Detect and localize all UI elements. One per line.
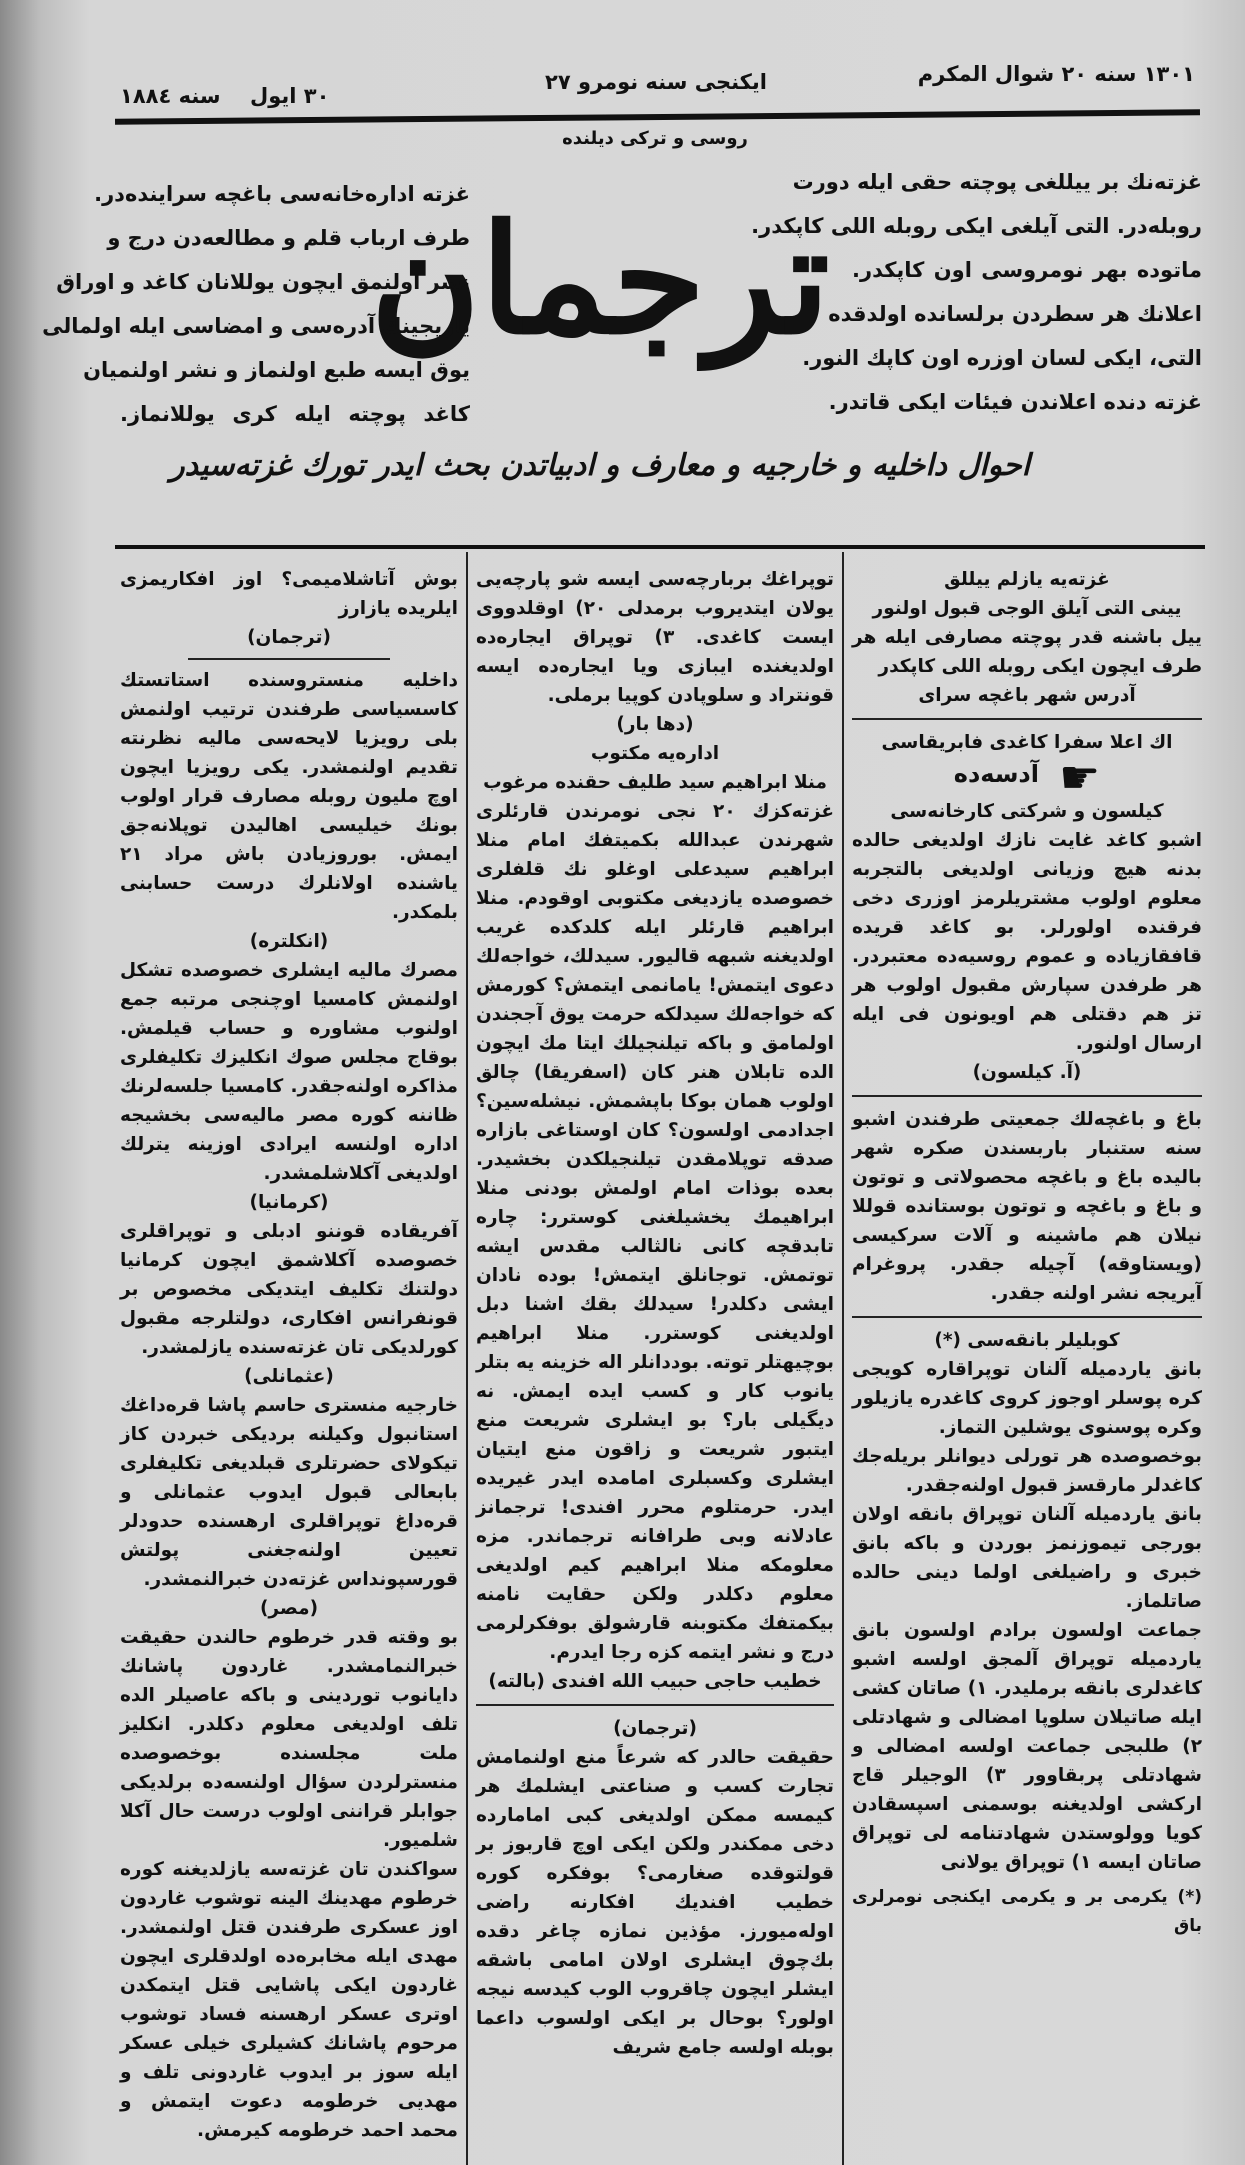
text-line: التى، ايكى لسان اوزره اون كاپك النور. [802,346,1202,370]
section-heading: (ترجمان) [247,627,331,648]
bank-paragraph: بانق ياردميله آلنان توپراق بانقه اولان بورجى تيموزنمز بوردن و باكه بانق خبرى و راضيلغى اولما دينى حالده صاتلماز. [852,1504,1202,1612]
bank-title: كوبليلر بانقه‌سى (*) [934,1330,1120,1351]
section-heading: (انكلتره) [249,931,329,952]
footnote-text: (*) يكرمى بر و يكرمى ايكنجى نومرلرى باق [852,1887,1202,1936]
subscription-info [751,160,1202,424]
bank-paragraph: جماعت اولسون برادم اولسون بانق ياردميله توپراق آلمجق اولسه اشبو كاغدلرى بانقه برمليدر. ١) صاتان كشى ايله صاتيلان سلوپا امضالى و شهادتلى ٢) طلبجى جماعت اولسه امضالى و شهادتلى پربقاوور ٣) الوجيلر قاج اركشى اولديغنه بوسمنى اسپسقادن كويا وولوستدن شهادتنامه لى توپراق صاتان ايسه ١) توپراق يولانى [852,1620,1202,1873]
divider [188,658,391,660]
header-rule [115,109,1200,124]
divider [852,718,1202,720]
text-line: غزته دنده اعلاندن فيئات ايكى قاتدر. [828,390,1202,414]
text-line: غزته‌نك بر ييللغى پوچته حقى ايله دورت [792,170,1202,194]
address-line: آدرس شهر باغچه سراى [918,685,1136,706]
pointing-hand-icon: ☛ [1058,750,1101,804]
article-paragraph: مصرك ماليه ايشلرى خصوصده تشكل اولنمش كامسيا اوچنجى مرتبه جمع اولنوب مشاوره و حساب قيلمش. بوقاج مجلس صوك انكليزك تكليفلرى مذاكره اولنه‌جقدر. كامسيا جلسه‌لرنك ظاننه كوره مصر ماليه‌سى بخشيجه اداره اولنسه ايرادى اوزينه يتر‌لك اولديغى آكلاشلمشدر. [120,960,458,1184]
editor-title: (ترجمان) [613,1718,697,1739]
article-paragraph: سواكندن تان غزته‌سه يازلديغنه كوره خرطوم مهدينك الينه توشوب غاردون اوز عسكرى طرفندن قتل اولنمشدر. مهدى ايله مخابره‌ده اولدقلرى ايچون غاردون ايكى پاشايى قتل ايتمكدن اوترى عسكر ارهسنه فساد توشوب مرحوم پاشانك كشيلرى خيلى عسكر ايله سوز بر ايدوب غاردونى تلف و مهديى خرطومه دعوت ايتمش و محمد احمد خرطومه كيرمش. [120,1859,458,2141]
continued-note: (دها بار) [616,714,694,735]
divider [476,1704,834,1706]
letter-body: غزته‌كزك ٢٠ نجى نومرندن قارئلرى شهرندن عبدالله بكميتفك امام منلا ابراهيم سيدعلى اوغلو نك قلفلرى خصوصده يازديغى مكتوبى اوقودم. منلا ابراهيم قارئلر ايله كلدكده غريب اولديغنه شبهه قاليور. سيدلك، خواجه‌لك دعوى ايتمش! يامانمى ايتمش؟ كورمش كه خواجه‌لك سيدلكه حرمت يوق آججندن اولمامق و باكه تيلنجيلك ايتا مك ايچون الده تابلان هنر كان (اسفريقا) چالق اولوب همان بوكا باپشمش. نيشله‌سين؟ اجدادمى اولسون؟ كان اوستاغى بازاره صدقه توپلامقدن تيلنجيلكدن بخشيدر. بعده بوذات امام اولمش بودنى منلا ابراهيمك يخشيلغنى كوسترر: چاره تابدقچه كانى نالثالب مقدس ايشه توتمش. توجانلق ايتمش! بوده نادان ايشى دكلدر! سيدلك بقك اشنا دبل اولديغنى كوسترر. منلا ابراهيم بوچيهتلر توته. بوددانلر اله خزينه يه بتلر يانوب كار و كسب ايده ايمش. نه ديگيلى بار؟ بو ايشلرى شريعت منع ايتبور شريعت و زاقون منع ايتيان ايشلرى وكسبلرى امامده ايدر غيريده ايدر. حرمتلوم محرر افندى! ترجمانز عادلانه وبى طرافانه ترجماندر. مزه معلومكه منلا ابراهيم كيم اولديغى معلوم دكلدر ولكن حقايت نامنه بيكمتفك مكتوبنه قارشولق بوفكرلرمى درج و نشر ايتمه كزه رجا ايدرم. [476,801,834,1663]
subscribe-heading: غزته‌يه يازلم ييللق [944,569,1110,590]
text-line: طرف ارباب قلم و مطالعه‌دن درج و [107,226,470,250]
text-line: روبله‌در. التى آيلغى ايكى روبله اللى كاپكدر. [751,214,1202,238]
divider [852,1316,1202,1318]
text-line: يوق ايسه طبع اولنماز و نشر اولنميان [83,358,470,382]
ad-city-line [852,750,1202,804]
text-line: كاغد پوچته ايله كرى يوللانماز. [120,402,470,426]
article-paragraph: داخليه منستروسنده استاتستك كاسسياسى طرفندن ترتيب اولنمش بلى رويزيا لايحه‌سى ماليه نظرنته تقديم اولنمشدر. يكى رويزيا ايچون اوچ مليون روبله مصارف قرار اولوب بونك خيليسى اهاليدن توپلانه‌جق ايمش. بوروزيادن باش مراد ٢١ ياشنده اولانلرك درست حسابنى بلمكدر. [120,670,458,923]
heading-line: بوش آتاشلاميمى؟ اوز افكاريمزى ايلريده يازارز [120,569,458,619]
text-line: غزته اداره‌خانه‌سى باغچه سراينده‌در. [94,182,470,206]
right-column [852,565,1202,1941]
column-divider [466,552,468,2165]
editor-body: حقيقت حالدر كه شرعاً منع اولنمامش تجارت كسب و صناعتى ايشلمك هر كيمسه ممكن اولديغى كبى امامارده دخى ممكندر ولكن ايكى اوچ قاربوز بر قولتوقده صغارمى؟ بوفكره كوره خطيب افنديك افكارنه راضى اوله‌ميورز. مؤذين نمازه چاغر دقده بك‌چوق ايشلرى اولان امامى باشقه ايشلر ايچون چاقروب الوب كيدسه نيجه اولور؟ بوحال بر ايكى اولسوب داعما بوبله اولسه جامع شريف [476,1747,834,2058]
article-paragraph: آفريقاده قوننو ادبلى و توپراقلرى خصوصده آكلاشمق ايچون كرمانيا دولتنك تكليف ايتديكى مخصوص بر قونفرانس افكارى، دولتلرجه مقبول كورلديكى تان غزته‌سنده ياز‌لمشدر. [120,1221,458,1358]
newspaper-title: ترجمان [370,192,830,368]
text-line: ماتوده بهر نومروسى اون كاپكدر. [852,258,1202,282]
bank-paragraph: بانق ياردميله آلنان توپراقاره كويجى كره پوسلر اوجوز كروى كاغدره يازيلور وكره پوسنوى يوشلين التماز. [852,1359,1202,1438]
middle-column [476,565,834,2062]
text-line: يازيجينك آدره‌سى و امضاسى ايله اولمالى [42,314,470,338]
julian-day: ٣٠ ايول [250,84,330,108]
subscribe-line: ييل باشنه قدر پوچته مصارفى ايله هر طرف ايچون ايكى روبله اللى كاپكدر [852,627,1202,677]
ad-company: كيلسون و شركتى كارخانه‌سى [890,801,1164,822]
text-line: اعلانك هر سطردن برلسانده اولدقده [828,302,1202,326]
section-heading: (مصر) [259,1598,319,1619]
left-column [120,565,458,2145]
section-heading: (عثمانلى) [244,1366,334,1387]
hijri-date: ١٣٠١ سنه ٢٠ شوال المكرم [917,62,1195,86]
letter-subtitle: منلا ابراهيم سيد طليف حقنده مرغوب [483,772,827,793]
office-info [42,172,470,436]
text-line: نشر اولنمق ايچون يوللانان كاغد و اوراق [56,270,470,294]
column-divider [842,552,844,2165]
language-note: روسى و تركى ديلنده [562,128,748,149]
divider [852,1095,1202,1097]
ad-city: آدسه‌ده [953,760,1039,788]
issue-number: ايكنجى سنه نومرو ٢٧ [545,70,767,94]
ad-signature: (آ. كيلسون) [972,1062,1082,1083]
bank-paragraph: بوخصوصده هر تورلى ديوانلر بريله‌جك كاغدلر مارقسز قبول اولنه‌جقدر. [852,1446,1202,1496]
letter-signature: خطيب حاجى حبيب الله افندى (بالته) [488,1671,822,1692]
masthead-rule [115,545,1205,549]
article-paragraph: بو وقته قدر خرطوم حالندن حقيقت خبرالنمامشدر. غاردون پاشانك دايانوب توردينى و باكه عاصيلر الده تلف اولديغى معلوم دكلدر. انكليز ملت مجلسنده بوخصوصده منسترلردن سؤال اولنسه‌ده برلديكى جوابلر قراننى اولوب درست حال آكلا شلميور. [120,1627,458,1851]
masthead-subtitle: احوال داخليه و خارجيه و معارف و ادبياتدن بحث ايدر تورك غزته‌سيدر [170,448,1030,483]
letter-title: اداره‌يه مكتوب [590,743,720,764]
ad-body: اشبو كاغد غايت نازك اولديغى حالده بدنه هيچ وزيانى اولديغى بالتجربه معلوم اولوب مشتريلرمز اوزرى دخى فرقنده اولورلر. بو كاغد قريده قافقازياده و عموم روسيه‌ده معتبردر. هر طرفدن سپارش مقبول اولوب هر تز هم دقتلى هم اويونون فى ايله ارسال اولنور. [852,830,1202,1054]
julian-year: سنه ١٨٨٤ [120,84,221,108]
article-paragraph: خارجيه منسترى حاسم پاشا قره‌داغك استانبول وكيلنه برديكى خبردن كاز تيكولاى حضرتلرى قبلديغى تكليفلرى بابعالى قبول ايدوب عثمانلى و قره‌داغ توپراقلرى ارهسنده حدودلر تعيين اولنه‌جغنى پولتش قورسپونداس غزته‌دن خبرالنمشدر. [120,1395,458,1590]
section-heading: (كرمانيا) [249,1192,329,1213]
subscribe-line: يينى التى آيلق الوجى قبول اولنور [872,598,1182,619]
exhibition-notice: باغ و باغچه‌لك جمعيتى طرفندن اشبو سنه ستنبار باربسندن صكره شهر باليده باغ و باغچه محصولاتى و توتون و باغ و باغچه و توتون بوستانده قوللا نيلان هم ماشينه و آلات سركيسى (ويستاوقه) آچيله جقدر. پروغرام آيريجه نشر اولنه جقدر. [852,1109,1202,1304]
ad-title: اك اعلا سفرا كاغدى فابريقاسى [881,732,1173,753]
intro-paragraph: توپراغك بربارچه‌سى ايسه شو پارچه‌يى يولان ايتديروب برمدلى ٢٠) اوقلدووى ايست كاغدى. ٣) توپراق ايجاره‌ده اولديغنده ايبازى ويا ايجاره‌ده ايسه قونتراد و سلوپادن كوپيا برملى. [476,569,835,706]
